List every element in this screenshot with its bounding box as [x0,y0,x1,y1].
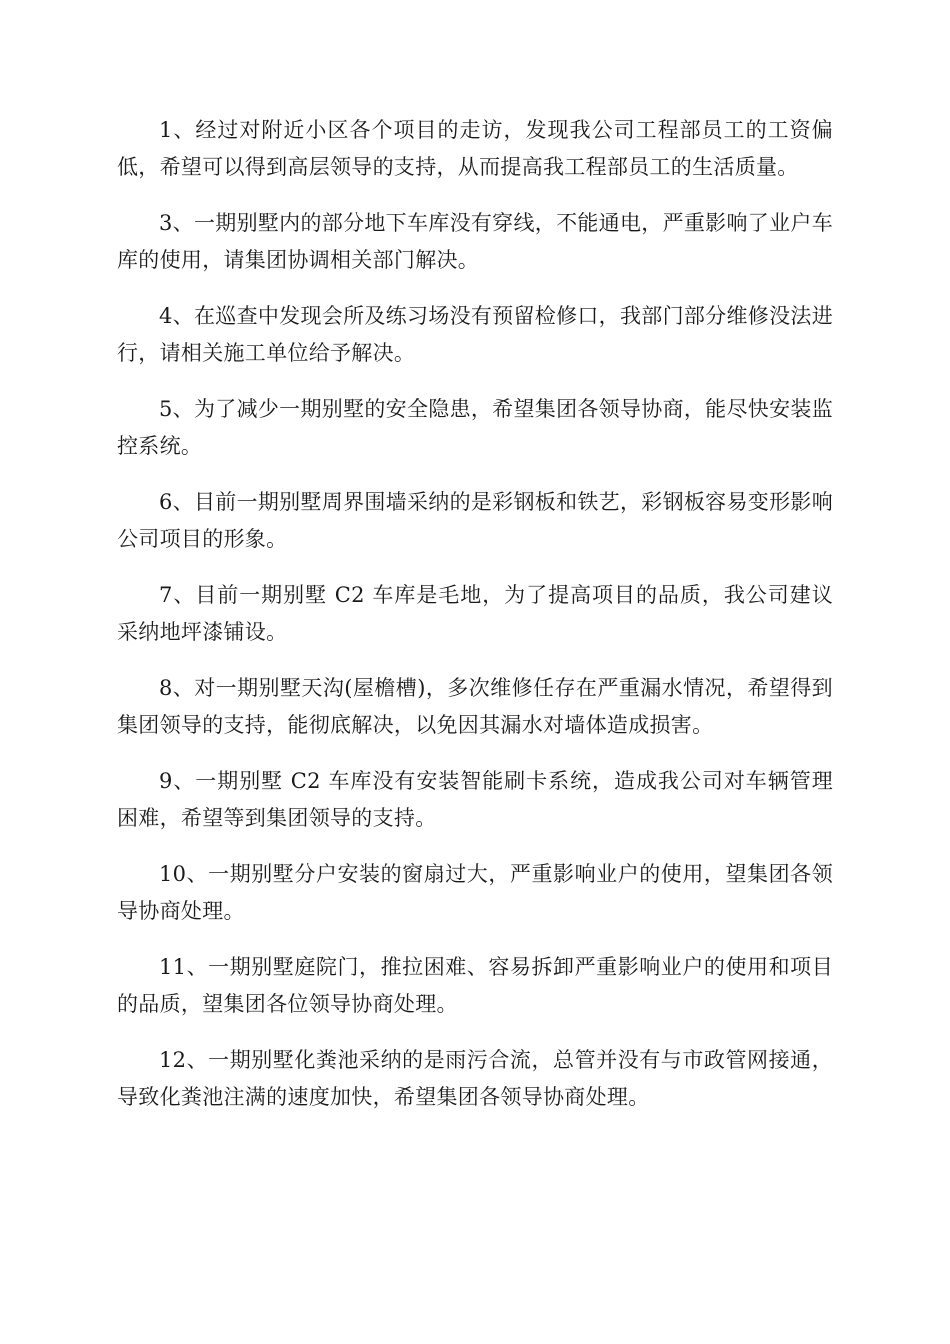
paragraph-item-6: 6、目前一期别墅周界围墙采纳的是彩钢板和铁艺，彩钢板容易变形影响公司项目的形象。 [117,490,833,551]
paragraph-item-9: 9、一期别墅 C2 车库没有安装智能刷卡系统，造成我公司对车辆管理困难，希望等到集团领导的支持。 [117,769,833,830]
paragraph-item-10: 10、一期别墅分户安装的窗扇过大，严重影响业户的使用，望集团各领导协商处理。 [117,862,833,923]
paragraph-item-1: 1、经过对附近小区各个项目的走访，发现我公司工程部员工的工资偏低，希望可以得到高层领导的支持，从而提高我工程部员工的生活质量。 [117,118,833,179]
paragraph-item-5: 5、为了减少一期别墅的安全隐患，希望集团各领导协商，能尽快安装监控系统。 [117,397,833,458]
paragraph-item-4: 4、在巡查中发现会所及练习场没有预留检修口，我部门部分维修没法进行，请相关施工单位给予解决。 [117,304,833,365]
document-body [117,112,833,1135]
paragraph-item-7: 7、目前一期别墅 C2 车库是毛地，为了提高项目的品质，我公司建议采纳地坪漆铺设。 [117,583,833,644]
paragraph-item-3: 3、一期别墅内的部分地下车库没有穿线，不能通电，严重影响了业户车库的使用，请集团协调相关部门解决。 [117,211,833,272]
paragraph-item-12: 12、一期别墅化粪池采纳的是雨污合流，总管并没有与市政管网接通，导致化粪池注满的速度加快，希望集团各领导协商处理。 [117,1048,833,1109]
paragraph-item-8: 8、对一期别墅天沟(屋檐槽)，多次维修任存在严重漏水情况，希望得到集团领导的支持，能彻底解决，以免因其漏水对墙体造成损害。 [117,676,833,737]
paragraph-item-11: 11、一期别墅庭院门，推拉困难、容易拆卸严重影响业户的使用和项目的品质，望集团各位领导协商处理。 [117,955,833,1016]
